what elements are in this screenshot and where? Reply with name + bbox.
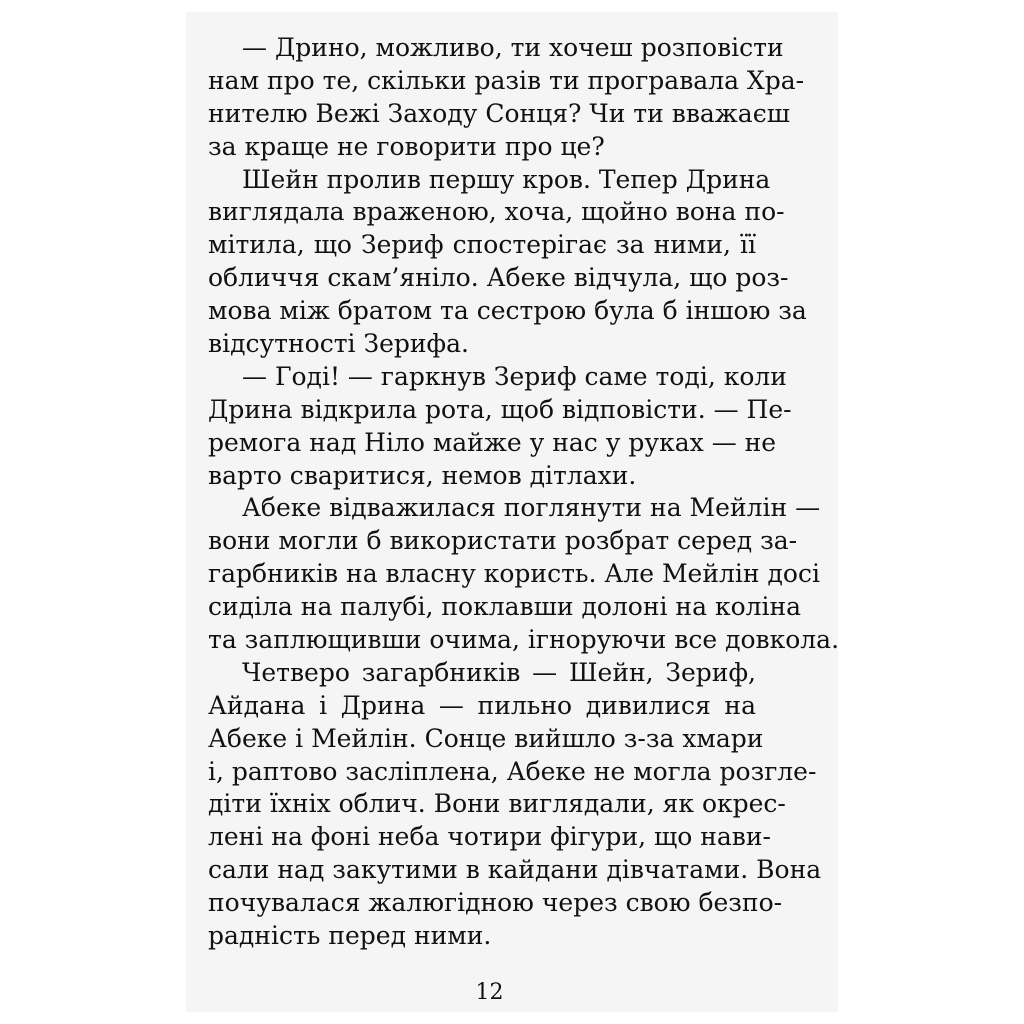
text-line: за краще не говорити про це? [208,131,605,161]
text-line: сиділа на палубі, поклавши долоні на коліна [208,592,802,622]
text-line: виглядала враженою, хоча, щойно вона по- [208,197,785,227]
text-line: мітила, що Зериф спостерігає за ними, її [208,230,756,260]
page-body-text [208,32,840,953]
book-page [186,12,838,1012]
text-line: почувалася жалюгідною через свою безпо- [208,888,783,918]
text-line: мова між братом та сестрою була б іншою за [208,296,807,326]
text-line: Айдана і Дрина — пильно дивилися на [208,690,756,720]
text-line: варто сваритися, немов дітлахи. [208,460,637,490]
text-line: нам про те, скільки разів ти програвала Хра- [208,65,805,95]
text-line: обличчя скам’яніло. Абеке відчула, що роз- [208,263,789,293]
text-line: Шейн пролив першу кров. Тепер Дрина [242,164,771,194]
text-line: Дрина відкрила рота, щоб відповісти. — Пе- [208,394,792,424]
text-line: Четверо загарбників — Шейн, Зериф, [242,657,756,687]
text-line: вони могли б використати розбрат серед за- [208,526,798,556]
text-line: нителю Вежі Заходу Сонця? Чи ти вважаєш [208,98,790,128]
text-line: сали над закутими в кайдани дівчатами. Вона [208,855,822,885]
text-line: діти їхніх облич. Вони виглядали, як окрес- [208,789,786,819]
text-line: і, раптово засліплена, Абеке не могла розгле- [208,756,817,786]
text-line: гарбників на власну користь. Але Мейлін досі [208,559,820,589]
text-line: лені на фоні неба чотири фігури, що нави- [208,822,771,852]
text-line: Абеке і Мейлін. Сонце вийшло з-за хмари [208,723,764,753]
text-line: відсутності Зерифа. [208,329,469,359]
text-line: — Годі! — гаркнув Зериф саме тоді, коли [242,361,787,391]
text-line: — Дрино, можливо, ти хочеш розповісти [242,33,784,62]
page-number: 12 [475,980,504,1005]
text-line: радність перед ними. [208,921,492,951]
text-line: Абеке відважилася поглянути на Мейлін — [242,493,821,523]
text-line: ремога над Ніло майже у нас у руках — не [208,427,777,457]
text-line: та заплющивши очима, ігноруючи все довкола. [208,625,840,655]
